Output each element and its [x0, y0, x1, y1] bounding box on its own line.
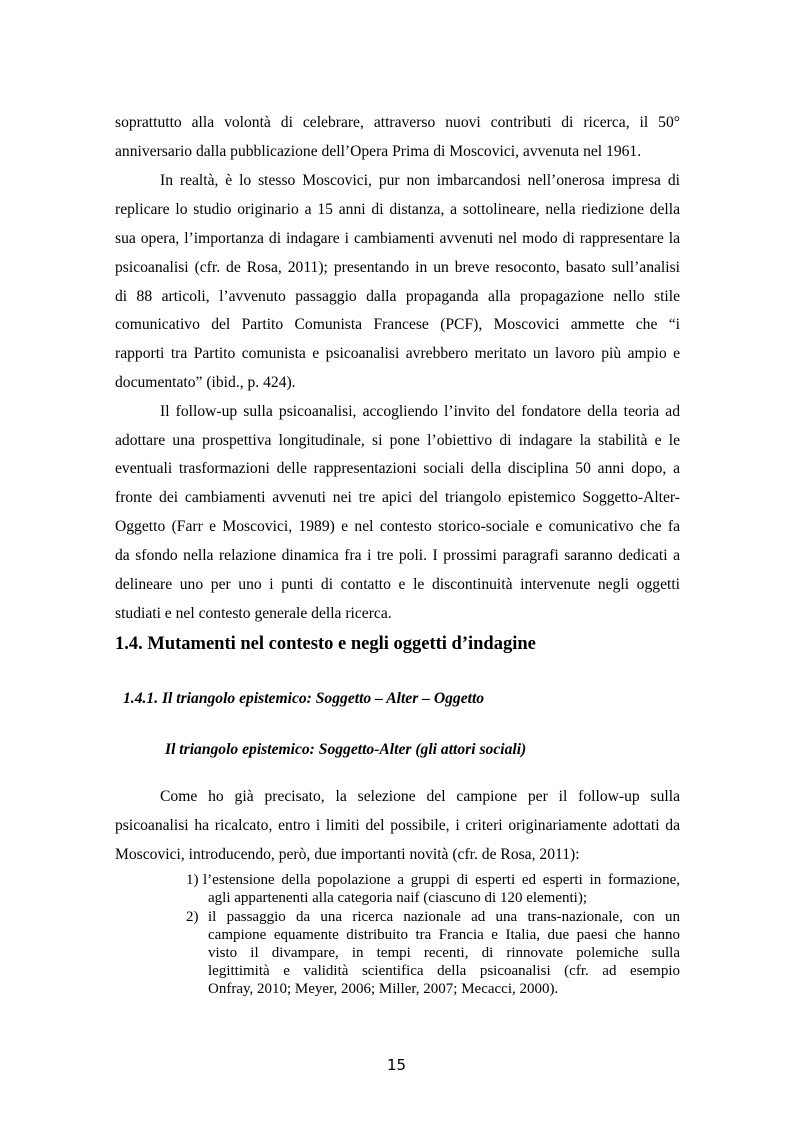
- list-item-line: legittimità e validità scientifica della psicoanalisi (cfr. ad esempio: [208, 963, 680, 979]
- para2-line: documentato” (ibid., p. 424).: [115, 374, 296, 391]
- para2-line: rapporti tra Partito comunista e psicoanalisi avrebbero meritato un lavoro più ampio e: [115, 345, 680, 362]
- para2-line: replicare lo studio originario a 15 anni di distanza, a sottolineare, nella riedizione della: [115, 201, 680, 218]
- list-item-line: Onfray, 2010; Meyer, 2006; Miller, 2007; Mecacci, 2000).: [208, 981, 559, 997]
- para3-line: eventuali trasformazioni delle rappresentazioni sociali della disciplina 50 anni dopo, a: [115, 460, 680, 477]
- para3-line: delineare uno per uno i punti di contatto e le discontinuità intervenute negli oggetti: [115, 576, 680, 593]
- para3-line: adottare una prospettiva longitudinale, si pone l’obiettivo di indagare la stabilità e le: [115, 432, 680, 449]
- list-item-line: campione equamente distribuito tra Francia e Italia, due paesi che hanno: [208, 927, 680, 943]
- list-item-line: visto il divampare, in tempi recenti, di rinnovate polemiche sulla: [208, 945, 680, 961]
- list-number: 2): [186, 909, 199, 925]
- para2-line: comunicativo del Partito Comunista Francese (PCF), Moscovici ammette che “i: [115, 316, 680, 333]
- subsection-heading: 1.4.1. Il triangolo epistemico: Soggetto – Alter – Oggetto: [123, 690, 485, 707]
- list-item-line: l’estensione della popolazione a gruppi di esperti ed esperti in formazione,: [203, 872, 680, 888]
- list-item-line: il passaggio da una ricerca nazionale ad una trans-nazionale, con un: [208, 909, 680, 925]
- para3-line: studiati e nel contesto generale della ricerca.: [115, 605, 392, 622]
- para3-line: fronte dei cambiamenti avvenuti nei tre apici del triangolo epistemico Soggetto-Alter-: [115, 489, 680, 506]
- subsubsection-heading: Il triangolo epistemico: Soggetto-Alter (gli attori sociali): [165, 741, 527, 758]
- para4-line: psicoanalisi ha ricalcato, entro i limiti del possibile, i criteri originariamente adottati da: [115, 817, 680, 834]
- para2-line: sua opera, l’importanza di indagare i cambiamenti avvenuti nel modo di rappresentare la: [115, 230, 680, 247]
- para1-line: anniversario dalla pubblicazione dell’Opera Prima di Moscovici, avvenuta nel 1961.: [115, 143, 642, 160]
- para3-line: Oggetto (Farr e Moscovici, 1989) e nel contesto storico-sociale e comunicativo che fa: [115, 518, 680, 535]
- para2-line: di 88 articoli, l’avvenuto passaggio dalla propaganda alla propagazione nello stile: [115, 288, 680, 305]
- list-item-line: agli appartenenti alla categoria naif (ciascuno di 120 elementi);: [208, 890, 587, 906]
- para1-line: soprattutto alla volontà di celebrare, attraverso nuovi contributi di ricerca, il 50°: [115, 114, 680, 131]
- para4-line: Moscovici, introducendo, però, due importanti novità (cfr. de Rosa, 2011):: [115, 846, 580, 863]
- page-number: 15: [386, 1056, 407, 1074]
- list-number: 1): [186, 872, 199, 888]
- section-heading: 1.4. Mutamenti nel contesto e negli oggetti d’indagine: [115, 634, 536, 654]
- para2-line: In realtà, è lo stesso Moscovici, pur non imbarcandosi nell’onerosa impresa di: [160, 172, 680, 189]
- para3-line: da sfondo nella relazione dinamica fra i tre poli. I prossimi paragrafi saranno dedicati a: [115, 547, 680, 564]
- para3-line: Il follow-up sulla psicoanalisi, accogliendo l’invito del fondatore della teoria ad: [160, 403, 680, 420]
- para4-line: Come ho già precisato, la selezione del campione per il follow-up sulla: [160, 788, 680, 805]
- para2-line: psicoanalisi (cfr. de Rosa, 2011); presentando in un breve resoconto, basato sull’analisi: [115, 259, 680, 276]
